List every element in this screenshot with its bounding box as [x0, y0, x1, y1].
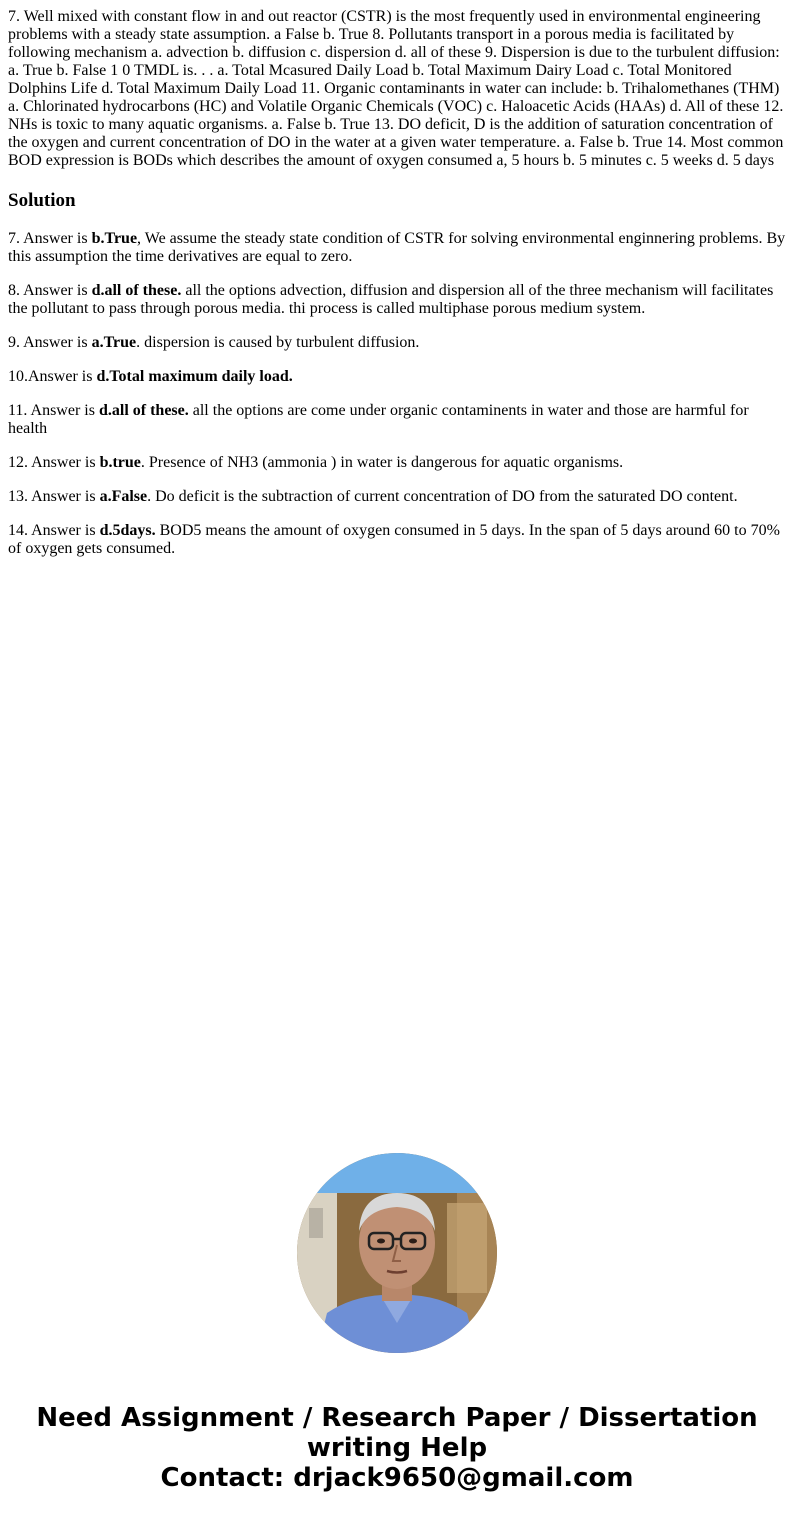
- answer-item: 14. Answer is d.5days. BOD5 means the amount of oxygen consumed in 5 days. In the span of 5 days around 60 to 70% of oxygen gets consumed.: [8, 522, 780, 557]
- answer-item: 13. Answer is a.False. Do deficit is the subtraction of current concentration of DO from the saturated DO content.: [8, 488, 738, 505]
- answer-item: 11. Answer is d.all of these. all the options are come under organic contaminents in water and those are harmful for health: [8, 402, 749, 437]
- question-text: 7. Well mixed with constant flow in and out reactor (CSTR) is the most frequently used in environmental engineering problems with a steady state assumption. a False b. True 8. Pollutants transport in a porous media is facilitated by following mechanism a. advection b. diffusion c. dispersion d. all of these 9. Dispersion is due to the turbulent diffusion: a. True b. False 1 0 TMDL is. . . a. Total Mcasured Daily Load b. Total Maximum Dairy Load c. Total Monitored Dolphins Life d. Total Maximum Daily Load 11. Organic contaminants in water can include: b. Trihalomethanes (THM) a. Chlorinated hydrocarbons (HC) and Volatile Organic Chemicals (VOC) c. Haloacetic Acids (HAAs) d. All of these 12. NHs is toxic to many aquatic organisms. a. False b. True 13. DO deficit, D is the addition of saturation concentration of the oxygen and current concentration of DO in the water at a given water temperature. a. False b. True 14. Most common BOD expression is BODs which describes the amount of oxygen consumed a, 5 hours b. 5 minutes c. 5 weeks d. 5 days: [8, 8, 784, 169]
- answer-item: 9. Answer is a.True. dispersion is caused by turbulent diffusion.: [8, 334, 420, 351]
- footer-contact-email: Contact: drjack9650@gmail.com: [160, 1463, 634, 1493]
- avatar: [297, 1153, 497, 1353]
- answer-item: 12. Answer is b.true. Presence of NH3 (ammonia ) in water is dangerous for aquatic organisms.: [8, 454, 624, 471]
- answer-item: 10.Answer is d.Total maximum daily load.: [8, 368, 293, 385]
- document-body: [8, 8, 787, 574]
- answers-list: [8, 230, 787, 558]
- footer-contact: [0, 1403, 794, 1493]
- avatar-portrait: [297, 1153, 497, 1353]
- footer-line-1: Need Assignment / Research Paper / Dissertation: [36, 1403, 758, 1433]
- answer-item: 8. Answer is d.all of these. all the options advection, diffusion and dispersion all of the three mechanism will facilitates the pollutant to pass through porous media. thi process is called multiphase porous medium system.: [8, 282, 774, 317]
- solution-heading: Solution: [8, 190, 76, 211]
- answer-item: 7. Answer is b.True, We assume the steady state condition of CSTR for solving environmental enginnering problems. By this assumption the time derivatives are equal to zero.: [8, 230, 786, 265]
- footer-line-2: writing Help: [306, 1433, 488, 1463]
